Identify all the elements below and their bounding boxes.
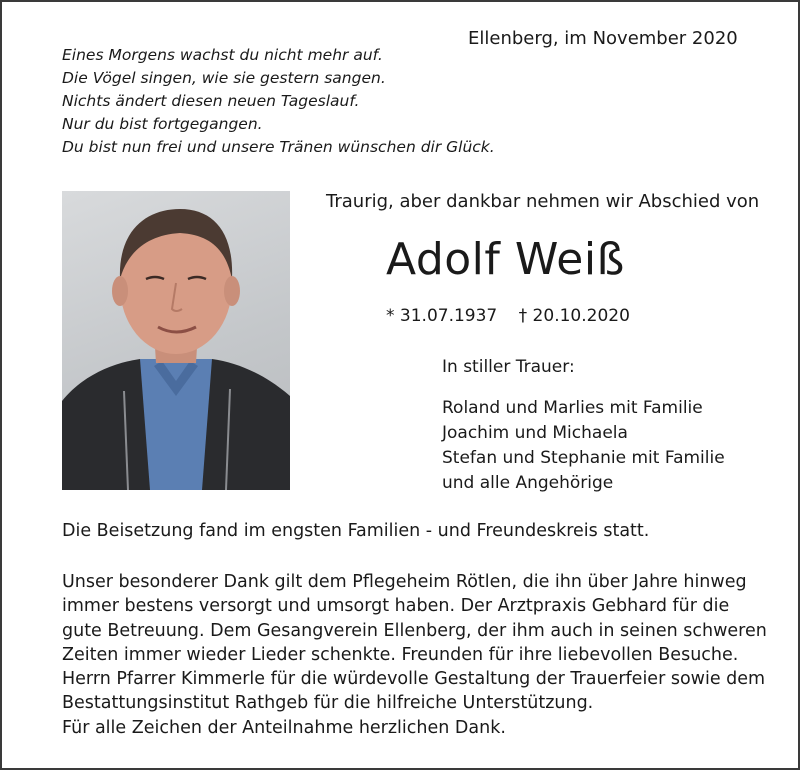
poem-line: Die Vögel singen, wie sie gestern sangen. xyxy=(62,69,386,87)
farewell-intro: Traurig, aber dankbar nehmen wir Abschied von xyxy=(326,191,760,212)
portrait-illustration xyxy=(62,191,290,490)
mourner: Joachim und Michaela xyxy=(442,423,628,443)
thanks-line: Herrn Pfarrer Kimmerle für die würdevolle Gestaltung der Trauerfeier sowie dem xyxy=(62,669,766,690)
thanks-line: Bestattungsinstitut Rathgeb für die hilfreiche Unterstützung. xyxy=(62,693,594,714)
poem-line: Nur du bist fortgegangen. xyxy=(62,115,263,133)
portrait-photo xyxy=(62,191,290,490)
life-dates xyxy=(386,306,630,326)
poem xyxy=(62,44,495,159)
thanks-line: gute Betreuung. Dem Gesangverein Ellenberg, der ihm auch in seinen schweren xyxy=(62,620,767,641)
thanks-line: immer bestens versorgt und umsorgt haben. Der Arztpraxis Gebhard für die xyxy=(62,596,730,617)
thanks-line: Für alle Zeichen der Anteilnahme herzlichen Dank. xyxy=(62,717,506,738)
death-date: † 20.10.2020 xyxy=(518,306,630,326)
poem-line: Eines Morgens wachst du nicht mehr auf. xyxy=(62,46,383,64)
poem-line: Nichts ändert diesen neuen Tageslauf. xyxy=(62,92,360,110)
funeral-note: Die Beisetzung fand im engsten Familien - und Freundeskreis statt. xyxy=(62,521,650,541)
mourner: Roland und Marlies mit Familie xyxy=(442,398,703,418)
poem-line: Du bist nun frei und unsere Tränen wünschen dir Glück. xyxy=(62,138,495,156)
place-date: Ellenberg, im November 2020 xyxy=(468,28,738,49)
thanks-line: Zeiten immer wieder Lieder schenkte. Freunden für ihre liebevollen Besuche. xyxy=(62,644,739,665)
mourners-list xyxy=(442,396,725,496)
mourner: und alle Angehörige xyxy=(442,473,614,493)
birth-date: * 31.07.1937 xyxy=(386,306,498,326)
mourner: Stefan und Stephanie mit Familie xyxy=(442,448,725,468)
mourning-heading: In stiller Trauer: xyxy=(442,357,575,377)
deceased-name: Adolf Weiß xyxy=(386,234,625,285)
thanks-line: Unser besonderer Dank gilt dem Pflegeheim Rötlen, die ihn über Jahre hinweg xyxy=(62,572,747,592)
thanks-paragraph xyxy=(62,570,767,740)
